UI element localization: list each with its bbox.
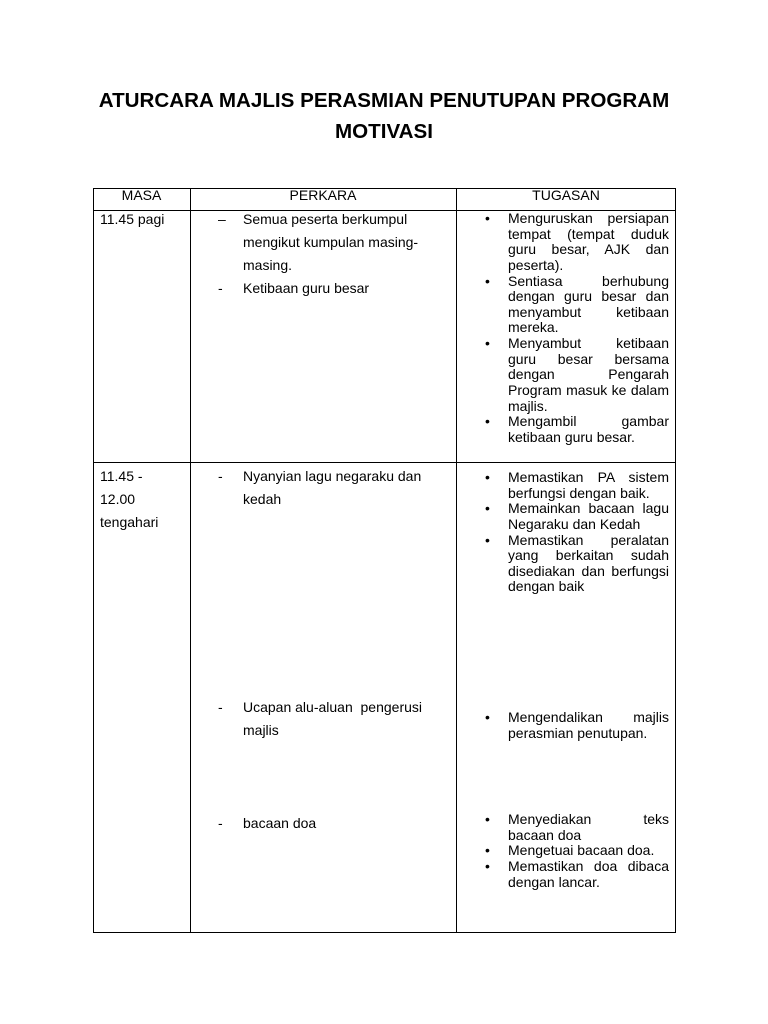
masa-cell-row-2 (100, 465, 185, 534)
row-divider-row-1 (93, 462, 676, 463)
perkara-list-row-1 (218, 208, 448, 300)
perkara-line: Semua peserta berkumpul (243, 211, 408, 227)
tugasan-item (483, 859, 673, 890)
tugasan-line: Mengetuai bacaan doa. (508, 842, 655, 859)
perkara-line: masing. (243, 257, 293, 273)
dash-marker: - (218, 468, 223, 484)
tugasan-line: bacaan doa (508, 826, 582, 843)
perkara-line: Nyanyian lagu negaraku dan (243, 468, 422, 484)
perkara-line: majlis (243, 722, 279, 738)
perkara-line: kedah (243, 491, 282, 507)
bullet-marker: • (485, 811, 490, 827)
bullet-marker: • (485, 500, 490, 517)
tugasan-line: ketibaan guru besar. (508, 428, 635, 445)
title-line-2: MOTIVASI (334, 120, 433, 143)
tugasan-line: Mengambil gambar (508, 413, 669, 430)
title-line-1: ATURCARA MAJLIS PERASMIAN PENUTUPAN PROGRAM (98, 89, 670, 112)
tugasan-list-row-1 (483, 211, 673, 446)
tugasan-line: Memastikan doa dibaca (508, 857, 669, 874)
tugasan-line: dengan guru besar dan (508, 288, 669, 305)
tugasan-line: dengan lancar. (508, 873, 600, 890)
perkara-list-row-2-part-3 (218, 812, 448, 835)
perkara-line: Ucapan alu-aluan pengerusi (243, 699, 423, 715)
tugasan-line: menyambut ketibaan (508, 303, 669, 320)
perkara-list-row-2-part-1 (218, 465, 448, 511)
perkara-item (218, 812, 448, 835)
tugasan-item (483, 470, 673, 501)
tugasan-line: Memastikan peralatan (508, 531, 669, 548)
perkara-line: bacaan doa (243, 815, 317, 831)
bullet-marker: • (485, 335, 490, 352)
header-masa: MASA (121, 187, 162, 203)
tugasan-item (483, 812, 673, 843)
masa-line: 11.45 pagi (100, 211, 165, 227)
tugasan-line: yang berkaitan sudah (508, 547, 669, 564)
bullet-marker: • (485, 531, 490, 548)
dash-marker: - (218, 699, 223, 715)
perkara-line: Ketibaan guru besar (243, 280, 370, 296)
tugasan-line: majlis. (508, 397, 548, 414)
column-divider-perkara-tugasan (456, 188, 457, 933)
dash-marker: - (218, 815, 223, 831)
tugasan-item (483, 211, 673, 274)
tugasan-list-row-2-part-1 (483, 470, 673, 595)
masa-line: 12.00 (100, 491, 136, 507)
bullet-marker: • (485, 413, 490, 430)
tugasan-item (483, 843, 673, 859)
bullet-marker: • (485, 272, 490, 289)
tugasan-line: dengan baik (508, 578, 585, 595)
tugasan-line: peserta). (508, 256, 564, 273)
tugasan-item (483, 414, 673, 445)
perkara-item (218, 277, 448, 300)
tugasan-item (483, 533, 673, 596)
tugasan-list-row-2-part-2 (483, 710, 673, 741)
bullet-marker: • (485, 842, 490, 859)
tugasan-line: Sentiasa berhubung (508, 272, 669, 289)
tugasan-line: dengan Pengarah (508, 366, 669, 383)
tugasan-item (483, 710, 673, 741)
bullet-marker: • (485, 210, 490, 226)
tugasan-line: guru besar, AJK dan (508, 241, 669, 258)
perkara-list-row-2-part-2 (218, 696, 448, 742)
perkara-item (218, 208, 448, 277)
tugasan-line: Program masuk ke dalam (508, 382, 669, 399)
tugasan-line: Memastikan PA sistem (508, 469, 669, 485)
tugasan-item (483, 336, 673, 414)
header-tugasan: TUGASAN (532, 187, 600, 203)
perkara-item (218, 696, 448, 742)
column-divider-masa-perkara (190, 188, 191, 933)
tugasan-item (483, 274, 673, 337)
masa-cell-row-1 (100, 208, 185, 231)
tugasan-list-row-2-part-3 (483, 812, 673, 890)
masa-line: tengahari (100, 514, 159, 530)
tugasan-line: Menguruskan persiapan (508, 210, 669, 226)
header-perkara: PERKARA (289, 187, 357, 203)
tugasan-line: Menyambut ketibaan (508, 335, 669, 352)
tugasan-line: Menyediakan teks (508, 811, 669, 827)
tugasan-line: Mengendalikan majlis (508, 709, 669, 725)
bullet-marker: • (485, 469, 490, 485)
tugasan-line: perasmian penutupan. (508, 724, 648, 741)
tugasan-line: mereka. (508, 319, 559, 336)
schedule-table (93, 188, 676, 933)
perkara-item (218, 465, 448, 511)
tugasan-line: guru besar bersama (508, 350, 669, 367)
masa-line: 11.45 - (100, 468, 143, 484)
tugasan-line: berfungsi dengan baik. (508, 484, 650, 501)
bullet-marker: • (485, 709, 490, 725)
document-title (0, 85, 768, 147)
dash-marker: - (218, 280, 223, 296)
bullet-marker: • (485, 857, 490, 874)
tugasan-line: Negaraku dan Kedah (508, 515, 641, 532)
tugasan-line: Memainkan bacaan lagu (508, 500, 669, 517)
tugasan-item (483, 501, 673, 532)
dash-marker: – (218, 211, 226, 227)
tugasan-line: tempat (tempat duduk (508, 225, 669, 242)
perkara-line: mengikut kumpulan masing- (243, 234, 419, 250)
tugasan-line: disediakan dan berfungsi (508, 562, 669, 579)
